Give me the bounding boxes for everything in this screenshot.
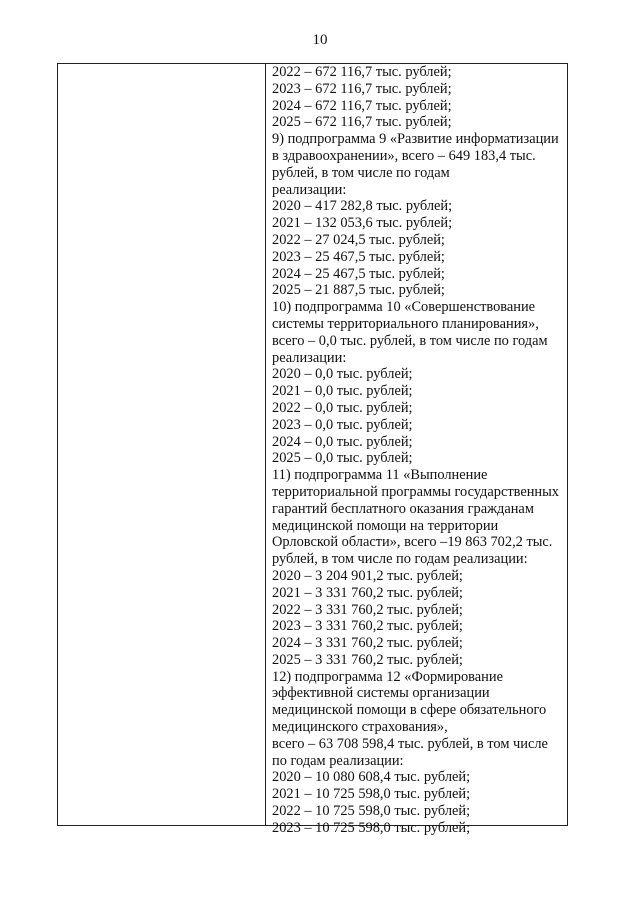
text-line: рублей, в том числе по годам реализации:: [272, 551, 528, 568]
text-line: 2025 – 0,0 тыс. рублей;: [272, 450, 413, 467]
text-line: 2020 – 417 282,8 тыс. рублей;: [272, 198, 453, 215]
text-line: 2020 – 0,0 тыс. рублей;: [272, 366, 413, 383]
text-line: 2025 – 3 331 760,2 тыс. рублей;: [272, 651, 463, 668]
text-line: 2024 – 3 331 760,2 тыс. рублей;: [272, 635, 463, 652]
text-line: 2022 – 3 331 760,2 тыс. рублей;: [272, 601, 463, 618]
text-line: 10) подпрограмма 10 «Совершенствование: [272, 299, 536, 316]
text-line: территориальной программы государственных: [272, 483, 559, 500]
text-line: 12) подпрограмма 12 «Формирование: [272, 668, 503, 685]
table-left-cell: [58, 64, 266, 825]
document-table: [57, 63, 568, 836]
text-line: 2020 – 10 080 608,4 тыс. рублей;: [272, 769, 471, 786]
text-line: 9) подпрограмма 9 «Развитие информатизации: [272, 131, 559, 148]
text-line: 2022 – 0,0 тыс. рублей;: [272, 399, 413, 416]
text-line: 2020 – 3 204 901,2 тыс. рублей;: [272, 567, 463, 584]
text-line: медицинской помощи в сфере обязательного: [272, 702, 547, 719]
table-right-cell: [266, 64, 567, 836]
text-line: системы территориального планирования»,: [272, 315, 539, 332]
text-line: 2022 – 672 116,7 тыс. рублей;: [272, 64, 452, 80]
text-line: эффективной системы организации: [272, 685, 490, 702]
text-line: 2023 – 672 116,7 тыс. рублей;: [272, 80, 452, 97]
text-line: по годам реализации:: [272, 752, 404, 769]
text-line: 2024 – 672 116,7 тыс. рублей;: [272, 97, 452, 114]
text-line: 2022 – 10 725 598,0 тыс. рублей;: [272, 803, 471, 820]
text-line: в здравоохранении», всего – 649 183,4 тыс.: [272, 147, 536, 164]
text-line: всего – 63 708 598,4 тыс. рублей, в том числе: [272, 735, 548, 752]
text-line: 2023 – 25 467,5 тыс. рублей;: [272, 248, 445, 265]
text-line: 2025 – 21 887,5 тыс. рублей;: [272, 282, 445, 299]
text-line: Орловской области», всего –19 863 702,2 тыс.: [272, 534, 553, 551]
text-line: 2021 – 3 331 760,2 тыс. рублей;: [272, 584, 463, 601]
text-line: медицинской помощи на территории: [272, 517, 499, 534]
text-line: гарантий бесплатного оказания гражданам: [272, 500, 534, 517]
text-line: 2024 – 25 467,5 тыс. рублей;: [272, 265, 445, 282]
text-line: 2023 – 10 725 598,0 тыс. рублей;: [272, 819, 471, 836]
text-line: 11) подпрограмма 11 «Выполнение: [272, 467, 488, 484]
text-line: медицинского страхования»,: [272, 719, 448, 736]
text-line: 2021 – 132 053,6 тыс. рублей;: [272, 215, 453, 232]
text-line: реализации:: [272, 181, 347, 198]
text-line: рублей, в том числе по годам: [272, 164, 450, 181]
text-line: 2021 – 10 725 598,0 тыс. рублей;: [272, 786, 471, 803]
text-line: 2021 – 0,0 тыс. рублей;: [272, 383, 413, 400]
text-line: 2022 – 27 024,5 тыс. рублей;: [272, 231, 445, 248]
page-number: 10: [312, 32, 328, 48]
text-line: 2025 – 672 116,7 тыс. рублей;: [272, 114, 452, 131]
text-line: реализации:: [272, 349, 347, 366]
text-line: 2023 – 0,0 тыс. рублей;: [272, 416, 413, 433]
text-line: 2024 – 0,0 тыс. рублей;: [272, 433, 413, 450]
text-line: 2023 – 3 331 760,2 тыс. рублей;: [272, 618, 463, 635]
text-line: всего – 0,0 тыс. рублей, в том числе по годам: [272, 332, 548, 349]
